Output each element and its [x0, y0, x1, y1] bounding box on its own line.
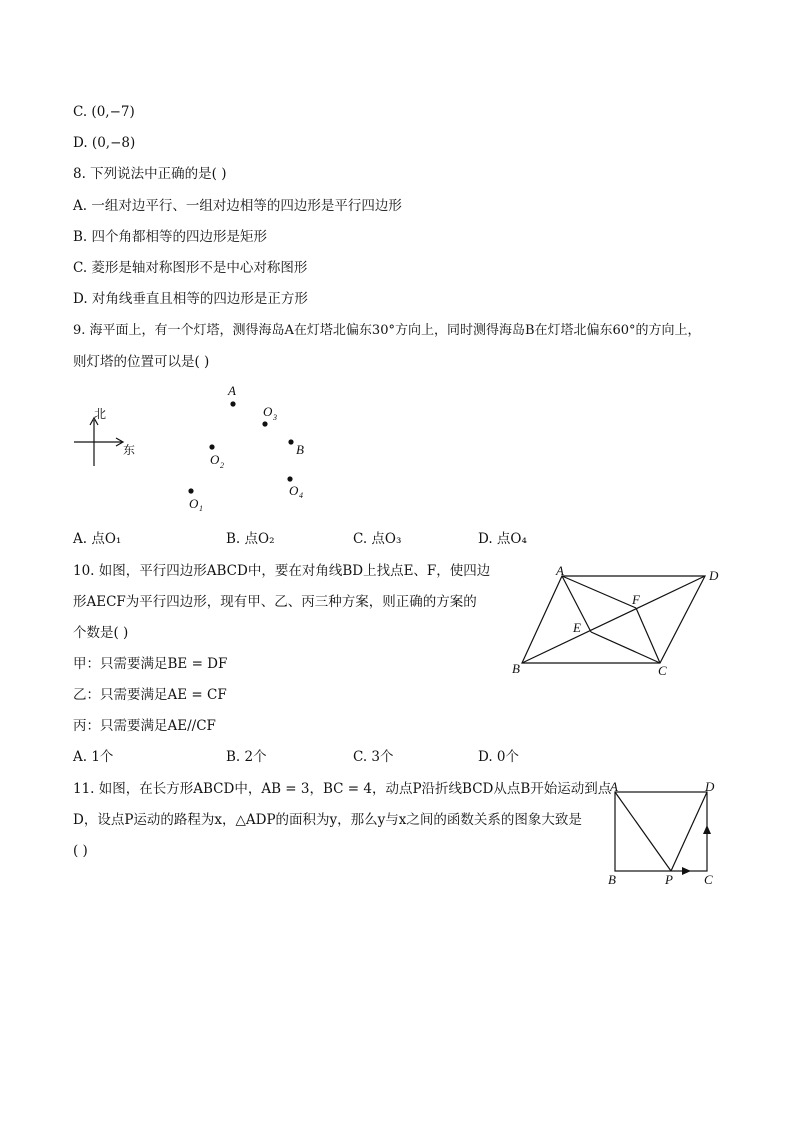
q7-option-d: D. (0,−8): [73, 135, 136, 151]
q10-stem-line2: 形AECF为平行四边形，现有甲、乙、丙三种方案，则正确的方案的: [73, 594, 477, 610]
point-o1: [188, 488, 193, 493]
q11-stem-line3: ( ): [73, 843, 88, 859]
point-e-label: E: [573, 620, 581, 635]
q8-option-b: B. 四个角都相等的四边形是矩形: [73, 229, 268, 245]
vertex-b-label: B: [608, 872, 616, 887]
q10-scheme-bing: 丙：只需要满足AE//CF: [73, 718, 216, 734]
compass-north-label: 北: [94, 407, 107, 421]
q9-stem-line1: 9. 海平面上，有一个灯塔，测得海岛A在灯塔北偏东30°方向上，同时测得海岛B在灯塔北偏东60°的方向上，: [73, 323, 701, 338]
segment-pd: [671, 792, 707, 871]
q10-option-a: A. 1个: [73, 749, 114, 765]
point-o2-label: O: [210, 452, 220, 467]
point-o2-subscript: 2: [220, 461, 224, 470]
point-o2: [209, 444, 214, 449]
point-o1-label: O: [189, 496, 199, 511]
q11-stem-line2: D，设点P运动的路程为x，△ADP的面积为y，那么y与x之间的函数关系的图象大致是: [73, 812, 582, 828]
q8-option-a: A. 一组对边平行、一组对边相等的四边形是平行四边形: [73, 198, 402, 214]
point-a: [230, 401, 235, 406]
q10-stem-line3: 个数是( ): [73, 625, 129, 641]
q9-option-b: B. 点O₂: [226, 531, 275, 547]
point-b-label: B: [296, 442, 304, 457]
vertex-c-label: C: [658, 663, 667, 678]
vertex-a-label: A: [610, 779, 618, 794]
q10-option-b: B. 2个: [226, 749, 267, 765]
q10-option-d: D. 0个: [478, 749, 520, 765]
q11-figure: [604, 776, 729, 891]
vertex-d-label: D: [709, 568, 719, 583]
vertex-d-label: D: [705, 779, 715, 794]
q8-stem: 8. 下列说法中正确的是( ): [73, 166, 227, 182]
point-f-label: F: [632, 592, 640, 607]
segment-af: [562, 576, 636, 608]
q10-scheme-jia: 甲：只需要满足BE = DF: [73, 656, 228, 672]
q9-option-c: C. 点O₃: [353, 531, 402, 547]
arrow-up-icon: [703, 825, 711, 834]
segment-ec: [591, 632, 660, 663]
point-o3-subscript: 3: [273, 413, 277, 422]
rectangle-abcd: [615, 792, 707, 871]
q10-stem-line1: 10. 如图，平行四边形ABCD中，要在对角线BD上找点E、F，使四边: [73, 563, 491, 579]
compass-east-label: 东: [123, 443, 136, 457]
q10-option-c: C. 3个: [353, 749, 394, 765]
point-o1-subscript: 1: [199, 504, 203, 513]
segment-ap: [615, 792, 671, 871]
point-o3-label: O: [263, 404, 273, 419]
q8-option-d: D. 对角线垂直且相等的四边形是正方形: [73, 291, 308, 307]
q9-stem-line2: 则灯塔的位置可以是( ): [73, 354, 210, 370]
q11-stem-line1: 11. 如图，在长方形ABCD中，AB = 3，BC = 4，动点P沿折线BCD从点B开始运动到点: [73, 781, 612, 797]
point-o4-subscript: 4: [299, 491, 303, 500]
arrow-right-icon: [682, 867, 691, 875]
point-o3: [262, 421, 267, 426]
vertex-a-label: A: [556, 563, 564, 578]
point-a-label: A: [228, 383, 236, 398]
q9-option-d: D. 点O₄: [478, 531, 527, 547]
q8-option-c: C. 菱形是轴对称图形不是中心对称图形: [73, 260, 308, 276]
point-o4-label: O: [289, 483, 299, 498]
vertex-c-label: C: [704, 872, 713, 887]
q7-option-c: C. (0,−7): [73, 104, 135, 120]
q10-scheme-yi: 乙：只需要满足AE = CF: [73, 687, 227, 703]
q9-figure: [60, 378, 320, 518]
q9-option-a: A. 点O₁: [73, 531, 122, 547]
point-b: [288, 439, 293, 444]
point-p-label: P: [665, 872, 673, 887]
q10-figure: [505, 562, 730, 682]
segment-fc: [636, 608, 660, 663]
point-o4: [287, 476, 292, 481]
diagonal-bd: [522, 576, 705, 663]
vertex-b-label: B: [512, 661, 520, 676]
